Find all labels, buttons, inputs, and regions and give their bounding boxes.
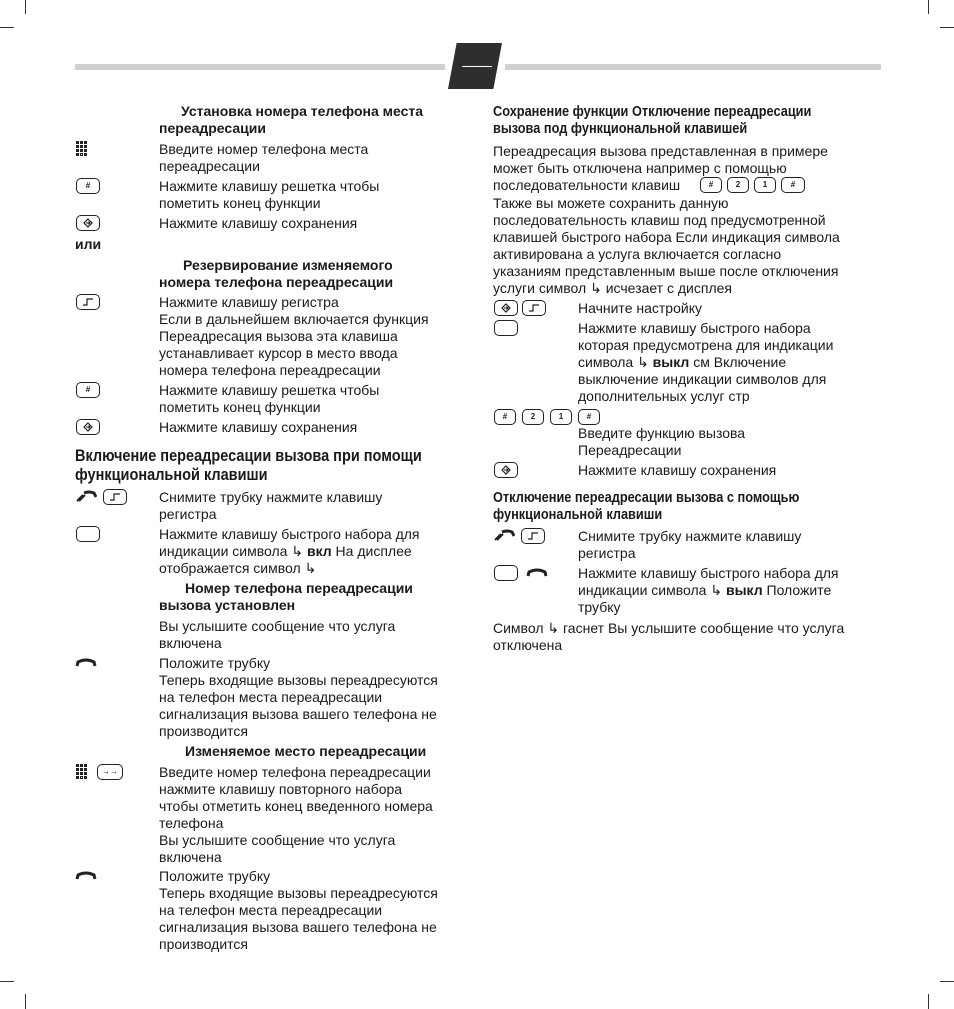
hash-key-icon: # (578, 409, 600, 425)
header-bar-right (505, 64, 881, 70)
step-text: Положите трубку (159, 655, 271, 671)
save-key-icon (494, 300, 518, 316)
main-heading: функциональной клавиши (75, 466, 268, 484)
forward-symbol-icon: ↳ (637, 354, 649, 370)
subheading-change: Изменяемое место переадресации (185, 743, 427, 759)
step-text: Снимите трубку нажмите клавишу (159, 489, 383, 505)
paragraph-text: последовательности клавиш (493, 177, 681, 193)
one-key-icon: 1 (550, 409, 572, 425)
or-label: или (75, 236, 102, 252)
shift-key-icon (103, 489, 127, 505)
step-text: на телефон места переадресации (159, 902, 383, 918)
step-text: Нажмите клавишу сохранения (159, 419, 358, 435)
step-text: чтобы отметить конец введенного номера (159, 798, 433, 814)
two-key-icon: 2 (727, 177, 749, 193)
paragraph-text: активирована а услуга включается согласно (493, 246, 782, 262)
save-key-icon (76, 215, 100, 231)
step-text: Снимите трубку нажмите клавишу (578, 528, 802, 544)
save-key-icon (494, 462, 518, 478)
function-key-icon (494, 320, 518, 336)
step-text: Нажмите клавишу быстрого набора для (578, 565, 839, 581)
section-heading-setup: переадресации (159, 120, 266, 136)
step-text (159, 543, 412, 560)
paragraph-text-part: гаснет Вы услышите сообщение что услуга (559, 620, 845, 636)
step-text-part: индикации символа (159, 543, 292, 559)
paragraph-text-part: исчезает с дисплея (601, 280, 732, 296)
paragraph-text: клавишей быстрого набора Если индикация символа (493, 229, 840, 245)
step-text: производится (159, 936, 248, 952)
hash-key-icon: # (76, 178, 100, 194)
step-text: пометить конец функции (159, 195, 321, 211)
crop-mark (928, 994, 929, 1009)
forward-symbol-icon: ↳ (590, 280, 602, 296)
hash-key-icon: # (781, 177, 805, 193)
handset-lift-icon (75, 489, 97, 503)
handset-down-icon (75, 658, 97, 668)
step-text: регистра (578, 545, 636, 561)
step-text: включена (159, 635, 222, 651)
step-text (578, 582, 831, 599)
step-text: которая предусмотрена для индикации (578, 337, 834, 353)
two-key-icon: 2 (522, 409, 544, 425)
keypad-icon (76, 764, 88, 780)
step-text: Теперь входящие вызовы переадресуются (159, 672, 438, 688)
step-text: сигнализация вызова вашего телефона не (159, 706, 437, 722)
step-text: Вы услышите сообщение что услуга (159, 832, 396, 848)
step-text-part: отображается символ (159, 560, 305, 576)
subheading-set: вызова установлен (159, 597, 296, 613)
off-heading: функциональной клавиши (493, 507, 663, 523)
function-key-icon (76, 526, 100, 542)
crop-mark (940, 27, 954, 28)
step-text-part: символа (578, 354, 638, 370)
crop-mark (25, 0, 26, 14)
crop-mark (0, 27, 14, 28)
step-text (578, 354, 786, 371)
save-heading: вызова под функциональной клавишей (493, 121, 748, 137)
step-text: дополнительных услуг стр (578, 388, 750, 404)
crop-mark (928, 0, 929, 14)
crop-mark (0, 981, 14, 982)
hash-key-icon: # (700, 177, 722, 193)
step-text: Нажмите клавишу решетка чтобы (159, 178, 380, 194)
step-text: нажмите клавишу повторного набора (159, 781, 403, 797)
forward-symbol-icon: ↳ (547, 620, 560, 636)
hash-key-icon: # (76, 382, 100, 398)
main-heading: Включение переадресации вызова при помощи (75, 447, 422, 465)
shift-key-icon (76, 294, 100, 310)
state-off-label: выкл (722, 582, 763, 598)
hash-key-icon: # (494, 409, 516, 425)
step-text: устанавливает курсор в место ввода (159, 345, 398, 361)
paragraph-text-part: Символ (493, 620, 548, 636)
section-heading-reserve: номера телефона переадресации (159, 274, 394, 290)
one-key-icon: 1 (754, 177, 776, 193)
handset-down-icon (526, 568, 548, 578)
state-off-label: выкл (648, 354, 690, 370)
step-text: сигнализация вызова вашего телефона не (159, 919, 437, 935)
state-on-label: вкл (303, 543, 332, 559)
step-text: включена (159, 849, 222, 865)
paragraph-text-part: услуги символ (493, 280, 591, 296)
keypad-icon (76, 141, 88, 157)
paragraph-text: Переадресация вызова представленная в примере (493, 143, 828, 159)
step-text: Нажмите клавишу быстрого набора (578, 320, 811, 336)
redial-key-icon: →→ (97, 764, 123, 780)
step-text: Теперь входящие вызовы переадресуются (159, 885, 438, 901)
paragraph-text (493, 620, 844, 637)
paragraph-text (493, 280, 732, 297)
shift-key-icon (522, 300, 546, 316)
paragraph-text: указаниям представленным выше после отключения (493, 263, 839, 279)
paragraph-text: последовательность клавиш под предусмотренной (493, 212, 826, 228)
step-text: Переадресация вызова эта клавиша (159, 328, 398, 344)
handset-lift-icon (493, 528, 515, 542)
forward-symbol-icon: ↳ (710, 582, 723, 598)
step-text: телефона (159, 815, 224, 831)
shift-key-icon (521, 528, 545, 544)
step-text: Нажмите клавишу сохранения (159, 215, 358, 231)
step-text: Нажмите клавишу решетка чтобы (159, 382, 380, 398)
step-text: на телефон места переадресации (159, 689, 383, 705)
step-text: выключение индикации символов для (578, 371, 827, 387)
save-heading: Сохранение функции Отключение переадресации (493, 104, 812, 120)
handset-down-icon (75, 871, 97, 881)
off-heading: Отключение переадресации вызова с помощью (493, 490, 800, 506)
paragraph-text: отключена (493, 637, 563, 653)
forward-symbol-icon: ↳ (291, 543, 304, 559)
subheading-set: Номер телефона переадресации (185, 580, 413, 596)
step-text: пометить конец функции (159, 399, 321, 415)
step-text: производится (159, 723, 248, 739)
step-text: Введите функцию вызова (578, 425, 746, 441)
step-text-part: Положите (762, 582, 832, 598)
step-text: Начните настройку (578, 300, 702, 316)
step-text: Вы услышите сообщение что услуга (159, 618, 396, 634)
crop-mark (25, 994, 26, 1009)
crop-mark (940, 981, 954, 982)
header-bar-left (75, 64, 445, 70)
step-text: регистра (159, 506, 217, 522)
step-text-part: индикации символа (578, 582, 711, 598)
page-tab-line (462, 66, 492, 67)
paragraph-text: может быть отключена например с помощью (493, 160, 787, 176)
step-text: трубку (578, 599, 621, 615)
section-heading-setup: Установка номера телефона места (181, 103, 424, 119)
paragraph-text: Также вы можете сохранить данную (493, 195, 729, 211)
step-text: номера телефона переадресации (159, 362, 381, 378)
step-text-part: На дисплее (331, 543, 412, 559)
step-text: Положите трубку (159, 868, 271, 884)
function-key-icon (494, 565, 518, 581)
section-heading-reserve: Резервирование изменяемого (183, 257, 393, 273)
step-text: Нажмите клавишу регистра (159, 294, 339, 310)
step-text-part: см Включение (689, 354, 787, 370)
forward-symbol-icon: ↳ (304, 560, 317, 576)
step-text: Введите номер телефона места (159, 141, 369, 157)
step-text: Если в дальнейшем включается функция (159, 311, 429, 327)
step-text: Введите номер телефона переадресации (159, 764, 431, 780)
step-text: Нажмите клавишу быстрого набора для (159, 526, 420, 542)
step-text (159, 560, 316, 577)
step-text: Нажмите клавишу сохранения (578, 462, 777, 478)
save-key-icon (76, 419, 100, 435)
step-text: Переадресации (578, 442, 682, 458)
step-text: переадресации (159, 158, 260, 174)
